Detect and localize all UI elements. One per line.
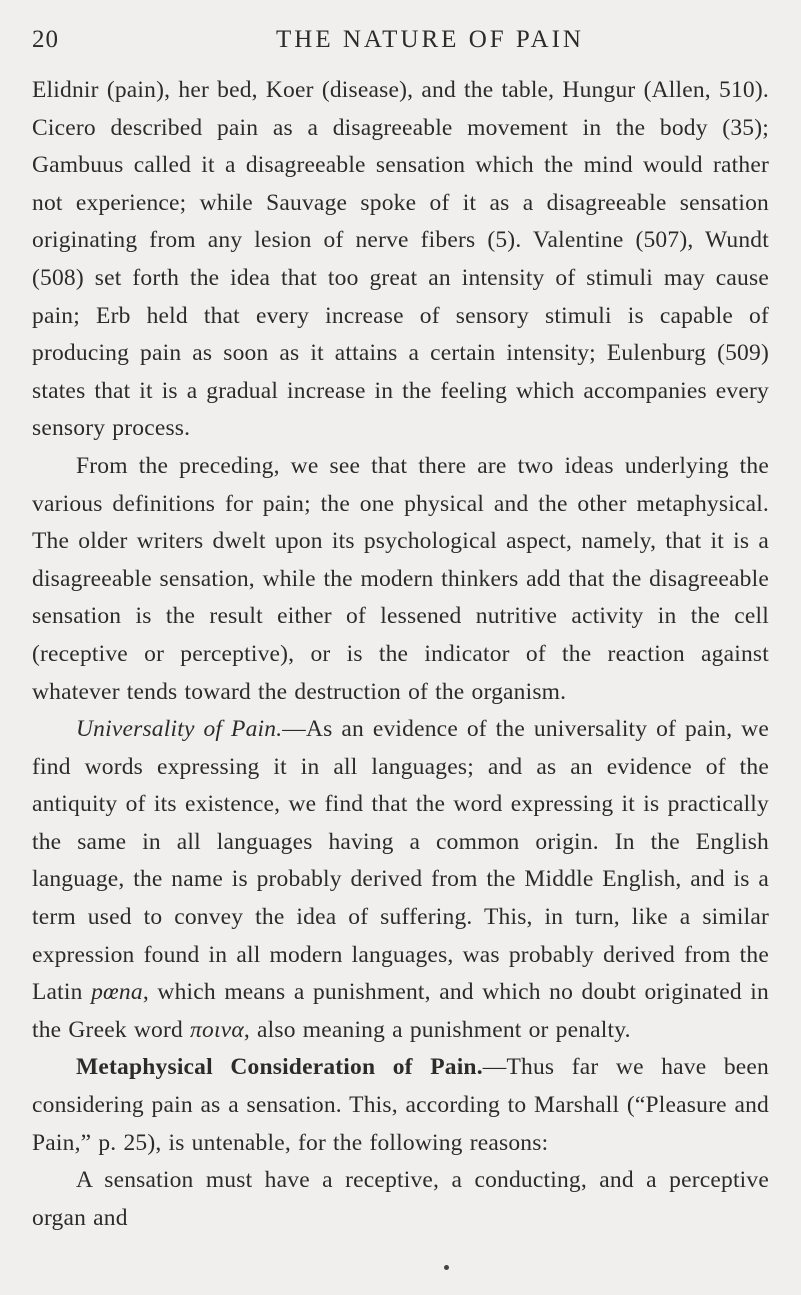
paragraph-4 bbox=[32, 1049, 769, 1162]
paragraph-3 bbox=[32, 711, 769, 1049]
latin-word: pœna bbox=[91, 979, 143, 1006]
paragraph-3-text-a: —As an evidence of the universality of pain, we find words expressing it in all languages; and as an evidence of the antiquity of its existence, we find that the word expressing it is practically the same in all languages having a common origin. In the English language, the name is probably derived from the Middle English, and is a term used to convey the idea of suffering. This, in turn, like a similar expression found in all modern languages, was probably derived from the Latin bbox=[32, 716, 769, 1006]
page-number: 20 bbox=[32, 26, 59, 53]
paragraph-3-text-b: , which means a punishment, and which no doubt originated in the Greek word bbox=[32, 979, 769, 1043]
paragraph-4-text: —Thus far we have been considering pain as a sensation. This, according to Marshall (“Pleasure and Pain,” p. 25), is untenable, for the following reasons: bbox=[32, 1054, 770, 1156]
section-heading-metaphysical: Metaphysical Consideration of Pain. bbox=[76, 1054, 483, 1081]
paragraph-2: From the preceding, we see that there are two ideas underlying the various definitions for pain; the one physical and the other metaphysical. The older writers dwelt upon its psychological aspect, namely, that it is a disagreeable sensation, while the modern thinkers add that the disagreeable sensation is the result either of lessened nutritive activity in the cell (receptive or perceptive), or is the indicator of the reaction against whatever tends toward the destruction of the organism. bbox=[32, 452, 769, 705]
greek-word: ποινα bbox=[190, 1016, 244, 1043]
paragraph-5: A sensation must have a receptive, a conducting, and a perceptive organ and bbox=[32, 1167, 769, 1231]
page-body bbox=[32, 72, 769, 1237]
paragraph-3-text-c: , also meaning a punishment or penalty. bbox=[243, 1016, 631, 1043]
ink-speck bbox=[444, 1265, 449, 1270]
paragraph-1: Elidnir (pain), her bed, Koer (disease), and the table, Hungur (Allen, 510). Cicero described pain as a disagreeable movement in the body (35); Gambuus called it a disagreeable sensation which the mind would rather not experience; while Sauvage spoke of it as a disagreeable sensation originating from any lesion of nerve fibers (5). Valentine (507), Wundt (508) set forth the idea that too great an intensity of stimuli may cause pain; Erb held that every increase of sensory stimuli is capable of producing pain as soon as it attains a certain intensity; Eulenburg (509) states that it is a gradual increase in the feeling which accompanies every sensory process. bbox=[32, 77, 769, 442]
section-heading-universality: Universality of Pain. bbox=[76, 716, 283, 743]
running-head: THE NATURE OF PAIN bbox=[276, 26, 584, 53]
page-header bbox=[32, 26, 772, 60]
